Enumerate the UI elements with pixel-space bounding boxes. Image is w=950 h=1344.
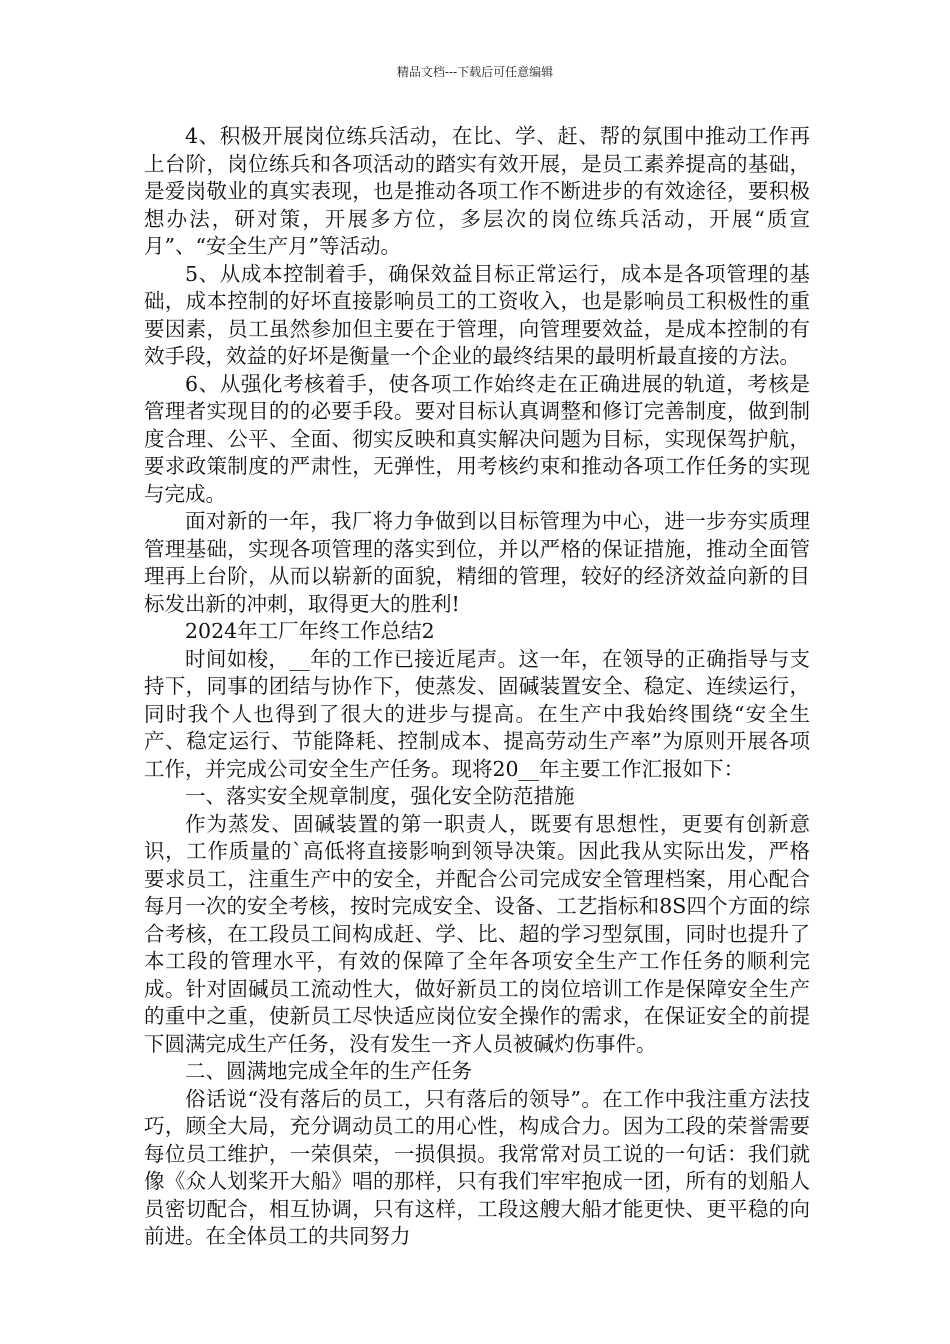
paragraph-item-5: 5、从成本控制着手，确保效益目标正常运行，成本是各项管理的基础，成本控制的好坏直接影响员工的工资收入，也是影响员工积极性的重要因素，员工虽然参加但主要在于管理，向管理要效益，是成本控制的有效手段，效益的好坏是衡量一个企业的最终结果的最明析最直接的方法。 [144, 261, 810, 368]
document-body [144, 123, 810, 1251]
paragraph-production: 俗话说“没有落后的员工，只有落后的领导”。在工作中我注重方法技巧，顾全大局，充分调动员工的用心性，构成合力。因为工段的荣誉需要每位员工维护，一荣俱荣，一损俱损。我常常对员工说的一句话：我们就像《众人划桨开大船》唱的那样，只有我们牢牢抱成一团，所有的划船人员密切配合，相互协调，只有这样，工段这艘大船才能更快、更平稳的向前进。在全体员工的共同努力 [144, 1086, 810, 1248]
paragraph-conclusion: 面对新的一年，我厂将力争做到以目标管理为中心，进一步夯实质理管理基础，实现各项管理的落实到位，并以严格的保证措施，推动全面管理再上台阶，从而以崭新的面貌，精细的管理，较好的经济效益向新的目标发出新的冲刺，取得更大的胜利! [144, 509, 810, 616]
paragraph-safety: 作为蒸发、固碱装置的第一职责人，既要有思想性，更要有创新意识，工作质量的`高低将直接影响到领导决策。因此我从实际出发，严格要求员工，注重生产中的安全，并配合公司完成安全管理档案，用心配合每月一次的安全考核，按时完成安全、设备、工艺指标和8S四个方面的综合考核，在工段员工间构成赶、学、比、超的学习型氛围，同时也提升了本工段的管理水平，有效的保障了全年各项安全生产工作任务的顺利完成。针对固碱员工流动性大，做好新员工的岗位培训工作是保障安全生产的重中之重，使新员工尽快适应岗位安全操作的需求，在保证安全的前提下圆满完成生产任务，没有发生一齐人员被碱灼伤事件。 [144, 811, 810, 1056]
heading-safety: 一、落实安全规章制度，强化安全防范措施 [185, 784, 575, 808]
section-title: 2024年工厂年终工作总结2 [185, 619, 435, 643]
paragraph-item-4: 4、积极开展岗位练兵活动，在比、学、赶、帮的氛围中推动工作再上台阶，岗位练兵和各项活动的踏实有效开展，是员工素养提高的基础，是爱岗敬业的真实表现，也是推动各项工作不断进步的有效途径，要积极想办法，研对策，开展多方位，多层次的岗位练兵活动，开展“质宣月”、“安全生产月”等活动。 [144, 124, 810, 258]
paragraph-item-6: 6、从强化考核着手，使各项工作始终走在正确进展的轨道，考核是管理者实现目的的必要手段。要对目标认真调整和修订完善制度，做到制度合理、公平、全面、彻实反映和真实解决问题为目标，实现保驾护航，要求政策制度的严肃性，无弹性，用考核约束和推动各项工作任务的实现与完成。 [144, 371, 810, 506]
heading-production: 二、圆满地完成全年的生产任务 [185, 1059, 472, 1083]
page-header: 精品文档---下载后可任意编辑 [396, 65, 554, 79]
paragraph-intro: 时间如梭，__年的工作已接近尾声。这一年，在领导的正确指导与支持下，同事的团结与协作下，使蒸发、固碱装置安全、稳定、连续运行，同时我个人也得到了很大的进步与提高。在生产中我始终围绕“安全生产、稳定运行、节能降耗、控制成本、提高劳动生产率”为原则开展各项工作，并完成公司安全生产任务。现将20__年主要工作汇报如下： [144, 646, 810, 781]
